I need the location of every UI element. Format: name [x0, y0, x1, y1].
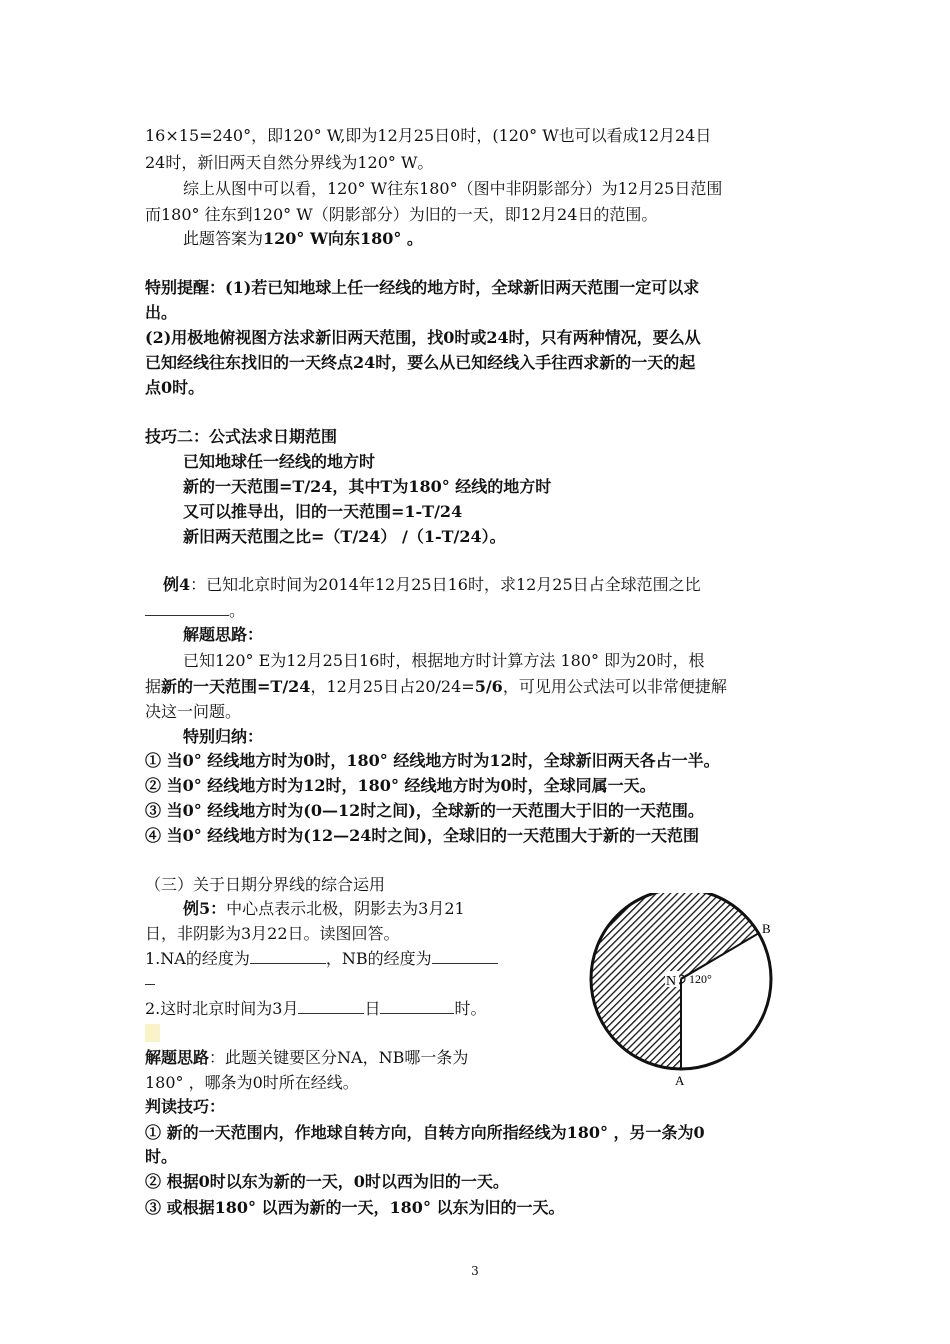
solution-text: ：此题关键要区分NA，NB哪一条为 [209, 1048, 469, 1067]
tip-line: 特别提醒：(1)若已知地球上任一经线的地方时，全球新旧两天范围一定可以求 [145, 278, 700, 297]
text-line: 16×15=240°，即120° W,即为12月25日0时，(120° W也可以看成12月24日 [145, 126, 712, 145]
solution-label: 解题思路 [145, 1048, 210, 1067]
question-text: 1.NA的经度为 [145, 949, 250, 968]
example-label: 例5： [183, 899, 227, 918]
solution-heading: 解题思路： [183, 625, 264, 644]
result-span: 5/6 [474, 677, 503, 696]
text-span: ，12月25日占20/24= [310, 677, 475, 696]
answer-blank [145, 970, 155, 985]
question-2-line [145, 997, 486, 1021]
answer-line [183, 227, 423, 251]
example-4-line [163, 573, 701, 597]
text-line: 日，非阴影为3月22日。读图回答。 [145, 924, 400, 943]
summary-item: ① 当0° 经线地方时为0时，180° 经线地方时为12时，全球新旧两天各占一半。 [145, 751, 720, 770]
text-line: 已知120° E为12月25日16时，根据地方时计算方法 180° 即为20时，根 [183, 651, 705, 670]
text-end: 。 [229, 601, 246, 620]
answer-intro: 此题答案为 [183, 229, 264, 248]
section-heading: 技巧二：公式法求日期范围 [145, 427, 338, 446]
text-line: 24时，新旧两天自然分界线为120° W。 [145, 153, 434, 172]
tip-item: 时。 [145, 1147, 178, 1166]
section-heading: 判读技巧： [145, 1097, 226, 1116]
blank-continuation [145, 968, 155, 992]
text-span: ，可见用公式法可以非常便捷解 [502, 677, 727, 696]
example-text: 中心点表示北极，阴影去为3月21 [226, 899, 465, 918]
text-line: 而180° 往东到120° W（阴影部分）为旧的一天，即12月24日的范围。 [145, 205, 658, 224]
summary-item: ④ 当0° 经线地方时为(12—24时之间)，全球旧的一天范围大于新的一天范围 [145, 826, 699, 845]
text-span: 据 [145, 677, 162, 696]
tip-line: 出。 [145, 303, 178, 322]
formula-span: 新的一天范围=T/24 [161, 677, 311, 696]
formula-line: 已知地球任一经线的地方时 [183, 452, 376, 471]
example-label: 例4 [163, 575, 191, 594]
angle-label: 120° [689, 972, 712, 986]
answer-blank [145, 601, 229, 616]
highlight-mark [145, 1024, 160, 1042]
text-line: 180° ，哪条为0时所在经线。 [145, 1073, 359, 1092]
answer-blank [298, 999, 364, 1014]
text-line [145, 675, 727, 699]
page-number: 3 [471, 1264, 479, 1278]
summary-heading: 特别归纳： [183, 727, 264, 746]
text-line: 决这一问题。 [145, 702, 242, 721]
label-n: N [666, 974, 677, 989]
example-text: ：已知北京时间为2014年12月25日16时，求12月25日占全球范围之比 [190, 575, 701, 594]
tip-item: ③ 或根据180° 以西为新的一天，180° 以东为旧的一天。 [145, 1198, 565, 1217]
formula-line: 新的一天范围=T/24，其中T为180° 经线的地方时 [183, 477, 552, 496]
question-text: ，NB的经度为 [325, 949, 432, 968]
example-4-blank-line [145, 599, 245, 623]
summary-item: ② 当0° 经线地方时为12时，180° 经线地方时为0时，全球同属一天。 [145, 776, 656, 795]
tip-line: 点0时。 [145, 378, 205, 397]
tip-line: (2)用极地俯视图方法求新旧两天范围，找0时或24时，只有两种情况，要么从 [145, 328, 701, 347]
answer-value: 120° W向东180° 。 [263, 229, 423, 248]
formula-line: 新旧两天范围之比=（T/24） /（1-T/24）。 [183, 527, 506, 546]
answer-blank [250, 949, 326, 964]
question-1-line [145, 947, 498, 971]
tip-line: 已知经线往东找旧的一天终点24时，要么从已知经线入手往西求新的一天的起 [145, 353, 696, 372]
question-text: 时。 [454, 999, 487, 1018]
answer-blank [380, 999, 454, 1014]
label-a: A [675, 1073, 685, 1088]
question-text: 2.这时北京时间为3月 [145, 999, 299, 1018]
polar-view-figure [585, 893, 785, 1088]
question-text: 日 [364, 999, 381, 1018]
text-line: 综上从图中可以看，120° W往东180°（图中非阴影部分）为12月25日范围 [183, 179, 723, 198]
example-5-line [183, 897, 465, 921]
formula-line: 又可以推导出，旧的一天范围=1-T/24 [183, 502, 463, 521]
summary-item: ③ 当0° 经线地方时为(0—12时之间)，全球新的一天范围大于旧的一天范围。 [145, 801, 704, 820]
section-heading: （三）关于日期分界线的综合运用 [145, 875, 386, 894]
solution-line [145, 1046, 468, 1070]
tip-item: ② 根据0时以东为新的一天，0时以西为旧的一天。 [145, 1172, 509, 1191]
tip-item: ① 新的一天范围内，作地球自转方向，自转方向所指经线为180° ，另一条为0 [145, 1123, 705, 1142]
answer-blank [432, 949, 498, 964]
label-b: B [762, 921, 771, 936]
